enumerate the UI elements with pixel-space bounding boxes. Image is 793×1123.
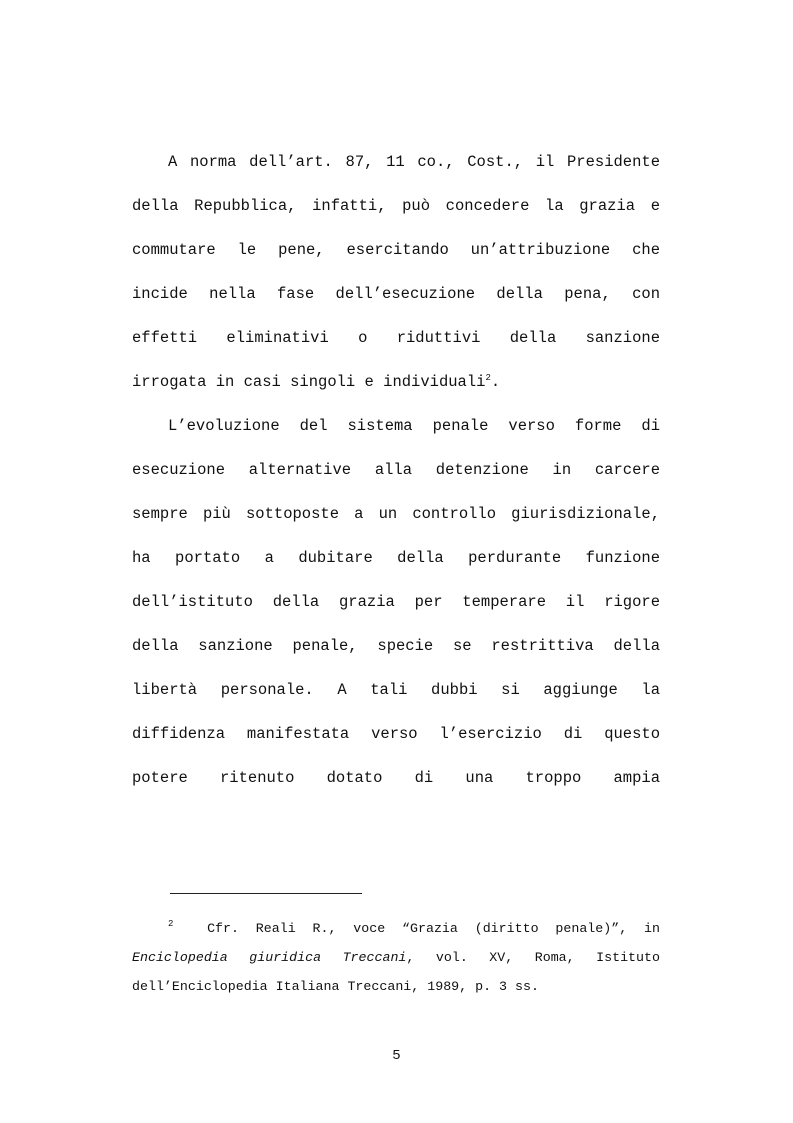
p1-line-2: della Repubblica, infatti, può concedere la grazia e	[132, 197, 660, 215]
footnote-ref[interactable]: 2	[485, 373, 491, 383]
p1-line-1: A norma dell’art. 87, 11 co., Cost., il Presidente	[168, 153, 660, 171]
p1-line-4: incide nella fase dell’esecuzione della pena, con	[132, 285, 660, 303]
footnote-line-1-text: Cfr. Reali R., voce “Grazia (diritto penale)”, in	[207, 921, 660, 936]
p1-line-6-text: irrogata in casi singoli e individuali	[132, 373, 486, 391]
p2-line-4: ha portato a dubitare della perdurante funzione	[132, 549, 660, 567]
footnote-separator	[170, 893, 362, 894]
p2-line-9: potere ritenuto dotato di una troppo ampia	[132, 769, 660, 787]
footnote-line-3: dell’Enciclopedia Italiana Treccani, 1989, p. 3 ss.	[132, 979, 539, 994]
footnote-number: 2	[168, 919, 174, 929]
footnote-line-2-rest: , vol. XV, Roma, Istituto	[406, 950, 660, 965]
page-number: 5	[392, 1048, 401, 1064]
p2-line-6: della sanzione penale, specie se restrittiva della	[132, 637, 660, 655]
p1-line-3: commutare le pene, esercitando un’attribuzione che	[132, 241, 660, 259]
p2-line-7: libertà personale. A tali dubbi si aggiunge la	[132, 681, 660, 699]
p2-line-8: diffidenza manifestata verso l’esercizio di questo	[132, 725, 660, 743]
p2-line-2: esecuzione alternative alla detenzione in carcere	[132, 461, 660, 479]
footnote-line-2	[132, 949, 660, 967]
p2-line-5: dell’istituto della grazia per temperare il rigore	[132, 593, 660, 611]
p1-line-5: effetti eliminativi o riduttivi della sanzione	[132, 329, 660, 347]
footnote-source-title: Enciclopedia giuridica Treccani	[132, 950, 407, 965]
p2-line-1: L’evoluzione del sistema penale verso forme di	[168, 417, 660, 435]
p2-line-3: sempre più sottoposte a un controllo giurisdizionale,	[132, 505, 660, 523]
p1-line-6	[132, 372, 660, 392]
p1-line-6-end: .	[490, 373, 501, 391]
footnote-line-1	[168, 920, 660, 938]
